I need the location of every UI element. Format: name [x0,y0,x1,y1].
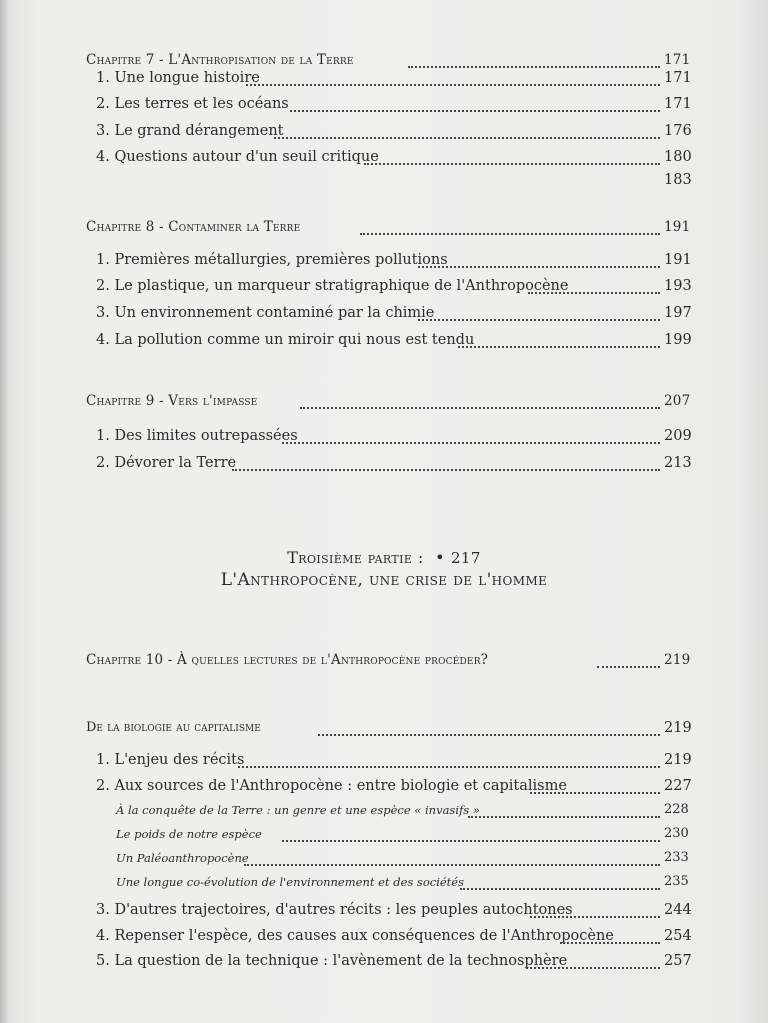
toc-page-number: 197 [664,305,692,321]
leader-dots [458,344,660,348]
toc-item[interactable] [0,776,768,800]
toc-page-number: 183 [664,172,692,188]
toc-item[interactable] [0,303,768,327]
toc-chapter-title: Chapitre 10 - À quelles lectures de l'Anthropocène procéder? [86,652,489,668]
leader-dots [282,838,660,842]
leader-dots [274,135,660,139]
toc-page-number: 213 [664,455,692,471]
toc-item-title: 1. L'enjeu des récits [96,752,245,768]
toc-item[interactable] [0,121,768,145]
toc-page-number: 171 [664,96,692,112]
toc-item[interactable] [0,94,768,118]
leader-dots [468,814,660,818]
toc-page-number: 227 [664,778,692,794]
toc-item[interactable] [0,147,768,171]
toc-subitem-title: Une longue co-évolution de l'environnement et des sociétés [116,875,465,889]
toc-item[interactable] [0,453,768,477]
toc-page-number: 171 [664,52,691,68]
toc-page-number: 171 [664,70,692,86]
bullet-separator: • [435,548,445,567]
toc-page-number: 228 [664,802,689,817]
toc-item-title: 1. Premières métallurgies, premières pollutions [96,252,448,268]
leader-dots [528,290,660,294]
leader-dots [282,440,660,444]
part-page-number: 217 [450,549,481,567]
toc-item-title: 3. Un environnement contaminé par la chimie [96,305,435,321]
toc-item-title: 4. La pollution comme un miroir qui nous est tendu [96,332,475,348]
toc-item[interactable] [0,250,768,274]
toc-item[interactable] [0,276,768,300]
toc-subitem[interactable] [0,872,768,896]
toc-item-title: 3. D'autres trajectoires, d'autres récits : les peuples autochtones [96,902,573,918]
toc-page-number: 230 [664,826,689,841]
toc-page-number: 191 [664,219,691,235]
toc-chapter-title: Chapitre 7 - L'Anthropisation de la Terre [86,52,354,68]
toc-item-title: 3. Le grand dérangement [96,123,284,139]
toc-item-title: 4. Repenser l'espèce, des causes aux conséquences de l'Anthropocène [96,928,614,944]
toc-item[interactable] [0,330,768,354]
leader-dots [238,764,660,768]
toc-subitem-title: À la conquête de la Terre : un genre et une espèce « invasifs » [116,803,480,817]
leader-dots [418,317,660,321]
leader-dots [530,790,660,794]
leader-dots [560,940,660,944]
leader-dots [418,264,660,268]
toc-subitem-title: Un Paléoanthropocène [116,851,249,865]
toc-section[interactable] [0,718,768,742]
toc-subitem[interactable] [0,824,768,848]
toc-item[interactable] [0,951,768,975]
toc-chapter-8[interactable] [0,217,768,241]
leader-dots [360,231,660,235]
toc-page-number: 191 [664,252,692,268]
leader-dots [290,108,660,112]
toc-chapter-title: Chapitre 9 - Vers l'impasse [86,393,258,409]
toc-page-number: 199 [664,332,692,348]
toc-page-number: 176 [664,123,692,139]
part-title: L'Anthropocène, une crise de l'homme [220,570,548,590]
toc-page-number: 219 [664,752,692,768]
toc-subitem[interactable] [0,800,768,824]
leader-dots [232,467,660,471]
toc-item-title: 5. La question de la technique : l'avènement de la technosphère [96,953,568,969]
toc-section-title: De la biologie au capitalisme [86,720,261,735]
toc-page-number: 254 [664,928,692,944]
toc-page-number: 209 [664,428,692,444]
toc-item-title: 2. Dévorer la Terre [96,455,237,471]
toc-item[interactable] [0,926,768,950]
toc-page-number: 193 [664,278,692,294]
toc-chapter-title: Chapitre 8 - Contaminer la Terre [86,219,301,235]
leader-dots [300,405,660,409]
part-label: Troisième partie : [287,548,424,567]
leader-dots [244,862,660,866]
leader-dots [460,886,660,890]
toc-item-title: 1. Des limites outrepassées [96,428,298,444]
toc-item-title: 2. Le plastique, un marqueur stratigraphique de l'Anthropocène [96,278,569,294]
toc-subitem[interactable] [0,848,768,872]
toc-page-number: 244 [664,902,692,918]
toc-item[interactable] [0,426,768,450]
toc-page-number: 219 [664,652,691,668]
toc-item[interactable] [0,68,768,92]
toc-item-title: 2. Aux sources de l'Anthropocène : entre biologie et capitalisme [96,778,567,794]
toc-item[interactable] [0,750,768,774]
leader-dots [597,664,660,668]
toc-subitem-title: Le poids de notre espèce [116,827,262,841]
toc-item-title: 1. Une longue histoire [96,70,260,86]
toc-item-title: 2. Les terres et les océans [96,96,289,112]
toc-page-number: 235 [664,874,689,889]
toc-item[interactable] [0,900,768,924]
toc-page-number: 219 [664,720,692,736]
toc-chapter-10[interactable] [0,650,768,674]
part-heading[interactable] [0,548,768,567]
toc-item-title: 4. Questions autour d'un seuil critique [96,149,379,165]
leader-dots [246,82,660,86]
toc-chapter-9[interactable] [0,391,768,415]
toc-page-number: 180 [664,149,692,165]
toc-page-number: 257 [664,953,692,969]
leader-dots [526,965,660,969]
toc-page-number: 233 [664,850,689,865]
leader-dots [318,732,660,736]
toc-page-number: 207 [664,393,691,409]
toc-item[interactable] [0,170,768,194]
leader-dots [364,161,660,165]
leader-dots [530,914,660,918]
